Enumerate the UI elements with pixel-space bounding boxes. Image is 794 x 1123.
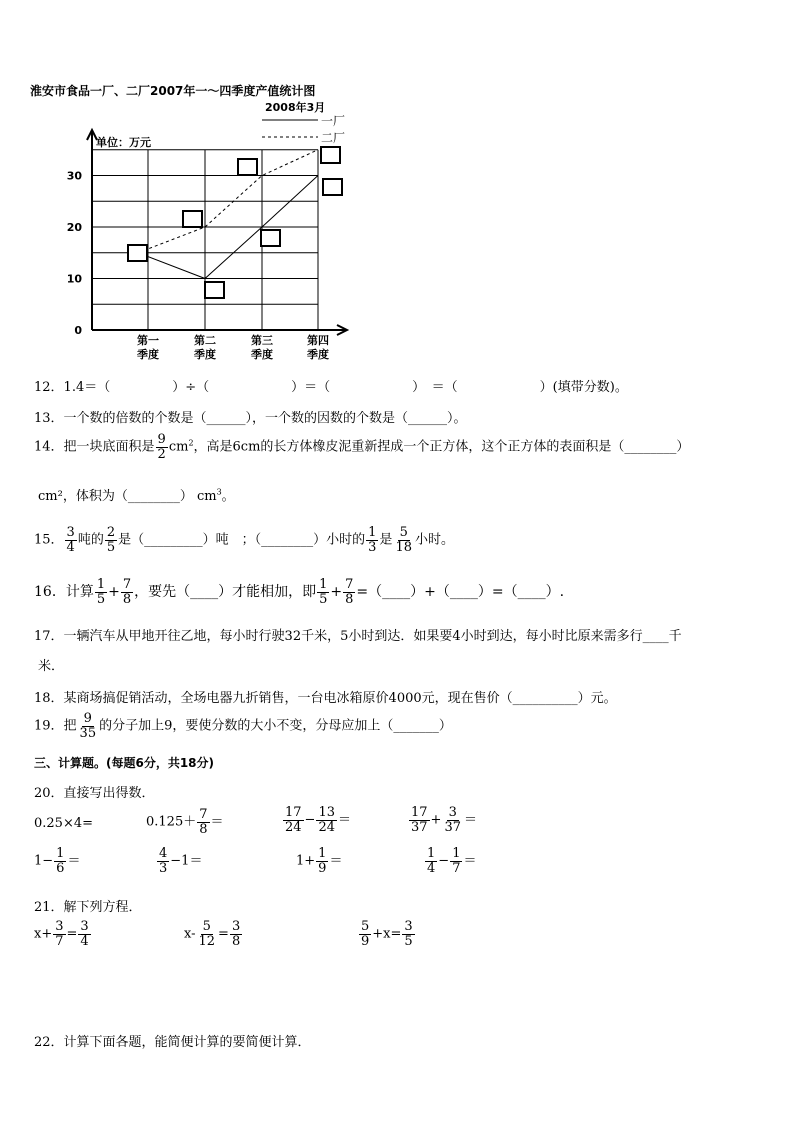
x-tick-label: 季度 — [194, 348, 216, 361]
x-tick-label: 第四 — [307, 334, 329, 347]
y-tick-label: 30 — [66, 169, 82, 183]
question-12: 12．1.4＝（ ）÷（ ）＝（ ） ＝（ ）(填带分数)。 — [34, 380, 628, 395]
answer-box — [261, 230, 280, 246]
legend-label: 二厂 — [321, 131, 346, 145]
q20-r1-c1: 0.25×4= — [34, 816, 94, 831]
q20-r2-c3: 1+ $\frac{1}{9}$ ＝ — [296, 846, 343, 876]
line-chart — [0, 110, 400, 370]
chart-subtitle: 2008年3月 — [265, 101, 326, 114]
q20-r1-c4: $\frac{17}{37}$ + $\frac{3}{37}$ ＝ — [411, 805, 478, 835]
answer-box — [238, 159, 257, 175]
y-tick-label: 20 — [66, 221, 82, 234]
q21-eq1: x+ $\frac{3}{7}$ = $\frac{3}{4}$ — [34, 919, 89, 949]
x-tick-label: 季度 — [307, 348, 329, 361]
section-3-title: 三、计算题。(每题6分，共18分) — [34, 756, 215, 770]
x-tick-label: 第一 — [137, 334, 159, 347]
question-21-title: 21．解下列方程． — [34, 900, 142, 915]
x-tick-label: 第二 — [194, 334, 216, 347]
y-tick-label: 10 — [66, 272, 82, 286]
question-16: 16．计算 $\frac{1}{5}$ + $\frac{7}{8}$ ，要先（____）才能相加，即 $\frac{1}{5}$ + $\frac{7}{8}$ =（____）+（____）=（____）. — [34, 577, 565, 607]
answer-box — [321, 147, 340, 163]
question-17: 17．一辆汽车从甲地开往乙地，每小时行驶32千米，5小时到达．如果要4小时到达，每小时比原来需多行____千 — [34, 629, 682, 644]
q20-r1-c2: 0.125＋ $\frac{7}{8}$ ＝ — [146, 807, 224, 837]
question-14: 14．把一块底面积是 $\frac{9}{2}$ $cm^2$，高是6cm的长方体橡皮泥重新捏成一个正方体，这个正方体的表面积是（________） — [34, 432, 690, 462]
answer-box — [183, 211, 202, 227]
q20-r1-c3: $\frac{17}{24}$ − $\frac{13}{24}$ ＝ — [285, 805, 352, 835]
question-17-line2: 米． — [38, 659, 65, 674]
q20-r2-c1: 1− $\frac{1}{6}$ ＝ — [34, 846, 81, 876]
unit-label: 单位：万元 — [96, 136, 151, 149]
legend-label: 一厂 — [321, 114, 346, 128]
q21-eq3: $\frac{5}{9}$ +x= $\frac{3}{5}$ — [361, 919, 413, 949]
question-18: 18．某商场搞促销活动，全场电器九折销售，一台电冰箱原价4000元，现在售价（__________）元。 — [34, 691, 617, 706]
q20-r2-c2: $\frac{4}{3}$ −1＝ — [159, 846, 203, 876]
question-20-title: 20．直接写出得数． — [34, 786, 155, 801]
question-19: 19．把 $\frac{9}{35}$ 的分子加上9，要使分数的大小不变，分母应加上（_______） — [34, 711, 452, 741]
x-tick-label: 第三 — [251, 334, 273, 347]
x-tick-label: 季度 — [251, 348, 273, 361]
question-15: 15． $\frac{3}{4}$ 吨的 $\frac{2}{5}$ 是（_________）吨 ；（________）小时的 $\frac{1}{3}$ 是 $\frac{5}{18}$ 小时。 — [34, 525, 454, 555]
answer-box — [205, 282, 224, 298]
answer-box — [323, 179, 342, 195]
y-tick-label: 0 — [74, 324, 82, 337]
question-14-line2: cm²，体积为（________） $cm^3$。 — [38, 487, 235, 504]
question-22: 22．计算下面各题，能简便计算的要简便计算． — [34, 1035, 311, 1050]
answer-box — [128, 245, 147, 261]
chart-title: 淮安市食品一厂、二厂2007年一～四季度产值统计图 — [30, 84, 316, 98]
q21-eq2: x- $\frac{5}{12}$ = $\frac{3}{8}$ — [184, 919, 241, 949]
q20-r2-c4: $\frac{1}{4}$ − $\frac{1}{7}$ ＝ — [427, 846, 477, 876]
question-13: 13．一个数的倍数的个数是（______），一个数的因数的个数是（______）。 — [34, 411, 467, 426]
x-tick-label: 季度 — [137, 348, 159, 361]
